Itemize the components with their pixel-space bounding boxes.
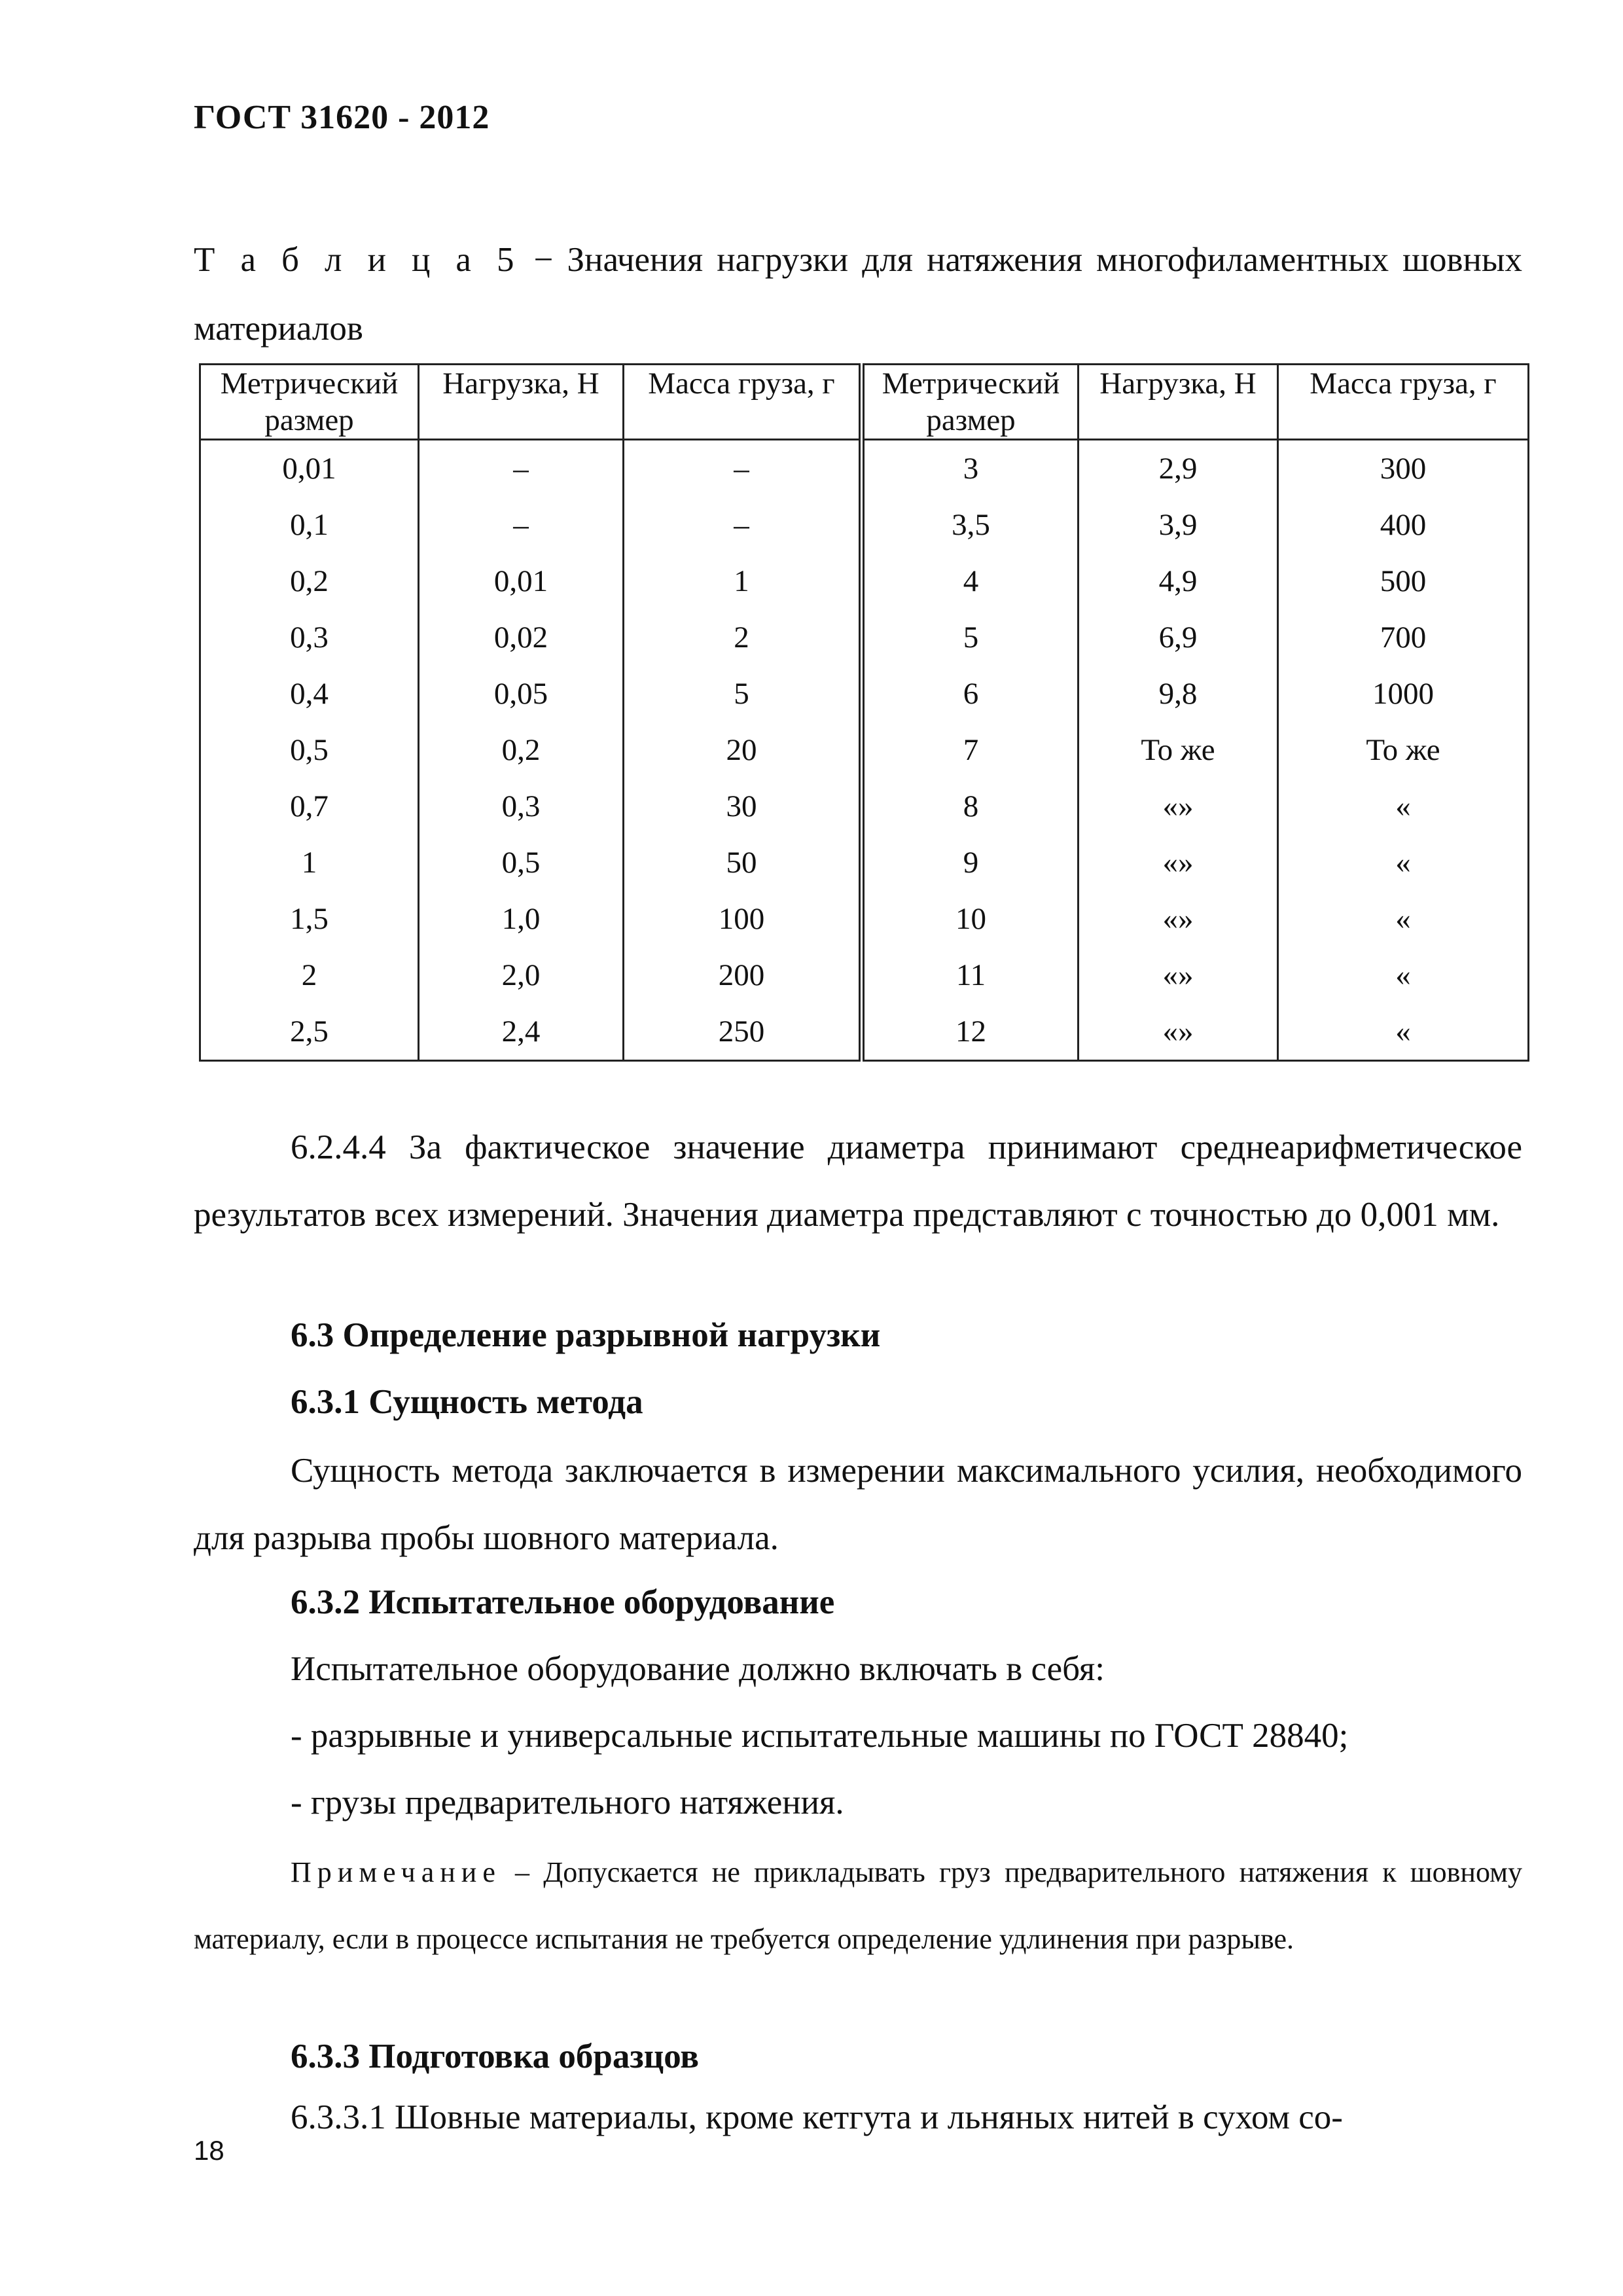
table-cell: 2: [624, 609, 862, 666]
table-cell: 1000: [1278, 666, 1529, 722]
paragraph-6-3-1: Сущность метода заключается в измерении максимального усилия, необходимого для разрыва пробы шовного материала.: [194, 1452, 1522, 1557]
table-cell: «: [1278, 1003, 1529, 1061]
table-cell: 0,7: [200, 778, 419, 834]
table-cell: 0,2: [200, 553, 419, 609]
table-cell: 0,1: [200, 497, 419, 553]
table-cell: «: [1278, 834, 1529, 891]
table-cell: 12: [862, 1003, 1079, 1061]
table-row: [200, 553, 1529, 609]
table-cell: 7: [862, 722, 1079, 778]
table-row: [200, 834, 1529, 891]
column-header: Масса груза, г: [624, 365, 862, 440]
table-cell: 1,5: [200, 891, 419, 947]
table-cell: 300: [1278, 440, 1529, 497]
column-header: Метрический размер: [862, 365, 1079, 440]
table-row: [200, 497, 1529, 553]
table-row: [200, 722, 1529, 778]
table-cell: 250: [624, 1003, 862, 1061]
table-cell: 0,05: [419, 666, 624, 722]
table-cell: 4,9: [1079, 553, 1278, 609]
table-cell: 1: [200, 834, 419, 891]
note-text: – Допускается не прикладывать груз предварительного натяжения к шовному материалу, если в процессе испытания не требуется определение удлинения при разрыве.: [194, 1856, 1522, 1955]
column-header: Нагрузка, Н: [1079, 365, 1278, 440]
paragraph-6-2-4-4: 6.2.4.4 За фактическое значение диаметра принимают среднеарифметическое результатов всех измерений. Значения диаметра представляют с точностью до 0,001 мм.: [194, 1128, 1522, 1234]
table-cell: 200: [624, 947, 862, 1003]
table-cell: 11: [862, 947, 1079, 1003]
equipment-intro: Испытательное оборудование должно включать в себя:: [291, 1650, 1105, 1688]
heading-6-3-1: 6.3.1 Сущность метода: [291, 1383, 643, 1421]
heading-6-3: 6.3 Определение разрывной нагрузки: [291, 1316, 881, 1354]
heading-6-3-3: 6.3.3 Подготовка образцов: [291, 2037, 700, 2075]
table-cell: 1,0: [419, 891, 624, 947]
table-cell: –: [624, 440, 862, 497]
table-cell: 0,5: [200, 722, 419, 778]
table-cell: 5: [862, 609, 1079, 666]
table-cell: 4: [862, 553, 1079, 609]
column-header: Метрический размер: [200, 365, 419, 440]
table-caption-text: − Значения нагрузки для натяжения многофиламентных шовных: [520, 241, 1522, 279]
table-row: [200, 440, 1529, 497]
table-row: [200, 947, 1529, 1003]
table-cell: 3,5: [862, 497, 1079, 553]
table-row: [200, 891, 1529, 947]
table-row: [200, 1003, 1529, 1061]
table-cell: «: [1278, 947, 1529, 1003]
table-cell: «: [1278, 778, 1529, 834]
table-cell: 400: [1278, 497, 1529, 553]
table-cell: То же: [1278, 722, 1529, 778]
heading-6-3-2: 6.3.2 Испытательное оборудование: [291, 1583, 835, 1621]
table-cell: 0,2: [419, 722, 624, 778]
table-cell: 100: [624, 891, 862, 947]
table-cell: 2,4: [419, 1003, 624, 1061]
table-cell: 6: [862, 666, 1079, 722]
table-cell: «»: [1079, 891, 1278, 947]
page-number: 18: [194, 2135, 224, 2166]
table-cell: 2: [200, 947, 419, 1003]
table-cell: 5: [624, 666, 862, 722]
table-cell: «»: [1079, 947, 1278, 1003]
paragraph-6-3-3-1: 6.3.3.1 Шовные материалы, кроме кетгута и льняных нитей в сухом со-: [291, 2098, 1343, 2136]
equipment-item: - разрывные и универсальные испытательные машины по ГОСТ 28840;: [291, 1717, 1349, 1755]
table-cell: То же: [1079, 722, 1278, 778]
table-cell: 50: [624, 834, 862, 891]
load-table: [199, 363, 1529, 1062]
equipment-item: - грузы предварительного натяжения.: [291, 1784, 844, 1821]
table-cell: «»: [1079, 1003, 1278, 1061]
table-row: [200, 666, 1529, 722]
table-caption-line2: материалов: [194, 310, 363, 348]
table-cell: «»: [1079, 834, 1278, 891]
table-cell: 6,9: [1079, 609, 1278, 666]
note-label: Примечание: [291, 1856, 501, 1888]
table-cell: 10: [862, 891, 1079, 947]
table-cell: 3,9: [1079, 497, 1278, 553]
table-cell: –: [624, 497, 862, 553]
table-cell: 0,4: [200, 666, 419, 722]
table-cell: 9: [862, 834, 1079, 891]
table-row: [200, 778, 1529, 834]
table-cell: –: [419, 440, 624, 497]
note: [194, 1839, 1522, 1973]
table-cell: 1: [624, 553, 862, 609]
table-cell: –: [419, 497, 624, 553]
table-cell: 700: [1278, 609, 1529, 666]
table-caption-label: Т а б л и ц а 5: [194, 241, 520, 279]
table-cell: 500: [1278, 553, 1529, 609]
table-cell: «»: [1079, 778, 1278, 834]
table-cell: «: [1278, 891, 1529, 947]
table-cell: 20: [624, 722, 862, 778]
table-cell: 2,5: [200, 1003, 419, 1061]
column-header: Нагрузка, Н: [419, 365, 624, 440]
table-cell: 0,3: [200, 609, 419, 666]
table-row: [200, 609, 1529, 666]
table-header-row: [200, 365, 1529, 440]
table-cell: 0,5: [419, 834, 624, 891]
table-cell: 0,02: [419, 609, 624, 666]
table-caption: [194, 226, 1522, 295]
table-cell: 2,0: [419, 947, 624, 1003]
document-header: ГОСТ 31620 - 2012: [194, 99, 490, 136]
table-cell: 2,9: [1079, 440, 1278, 497]
table-cell: 9,8: [1079, 666, 1278, 722]
column-header: Масса груза, г: [1278, 365, 1529, 440]
table-cell: 30: [624, 778, 862, 834]
table-cell: 3: [862, 440, 1079, 497]
table-cell: 0,01: [419, 553, 624, 609]
table-cell: 0,01: [200, 440, 419, 497]
table-cell: 0,3: [419, 778, 624, 834]
table-cell: 8: [862, 778, 1079, 834]
